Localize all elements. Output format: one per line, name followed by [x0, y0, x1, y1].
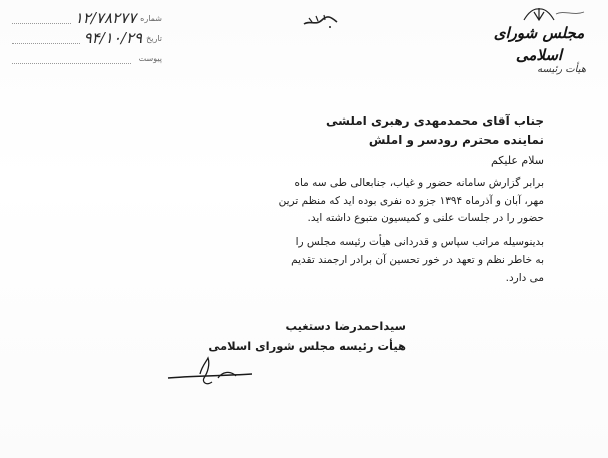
parliament-name: مجلس شورای اسلامی — [493, 24, 585, 64]
paragraph-line: بدینوسیله مراتب سپاس و قدردانی هیأت رئیسه مجلس را — [295, 236, 544, 248]
paragraph-line: مهر، آبان و آذرماه ۱۳۹۴ جزو ده نفری بوده اید که منظم ترین — [278, 194, 544, 207]
date-value: ۹۴/۱۰/۲۹ — [83, 29, 143, 47]
basmala-icon — [300, 10, 340, 32]
date-label: تاریخ — [146, 33, 162, 43]
paragraph-attendance — [74, 175, 544, 228]
signatory-name: سیداحمدرضا دستغیب — [285, 319, 406, 333]
parliament-logo — [484, 6, 594, 75]
paragraph-line: برابر گزارش سامانه حضور و غیاب، جنابعالی طی سه ماه — [294, 177, 544, 189]
iran-emblem-icon — [484, 6, 594, 22]
recipient-block — [74, 112, 544, 150]
attachment-label: پیوست — [138, 53, 162, 63]
signatory-block — [176, 316, 406, 356]
number-row — [12, 8, 162, 28]
signature-icon — [160, 352, 310, 392]
recipient-name: جناب آقای محمدمهدی رهبری املشی — [325, 114, 544, 128]
paragraph-line: می دارد. — [505, 272, 544, 284]
number-label: شماره — [140, 13, 162, 23]
paragraph-thanks — [74, 233, 544, 287]
date-line — [12, 33, 80, 44]
attachment-line — [12, 53, 131, 64]
number-value: ۱۲/۷۸۲۷۷ — [74, 9, 137, 27]
paragraph-line: به خاطر نظم و تعهد در خور تحسین آن برادر ارجمند تقدیم — [291, 254, 544, 266]
signatory-title: هیأت رئیسه مجلس شورای اسلامی — [208, 339, 406, 353]
date-row — [12, 28, 162, 48]
parliament-dept: هیأت رئیسه — [537, 64, 586, 75]
letter-meta — [12, 8, 162, 68]
number-line — [12, 13, 71, 24]
paragraph-line: حضور را در جلسات علنی و کمیسیون متبوع داشته اید. — [307, 212, 544, 224]
greeting: سلام علیکم — [490, 154, 544, 167]
attachment-row — [12, 48, 162, 68]
recipient-title: نماینده محترم رودسر و املش — [368, 133, 544, 147]
